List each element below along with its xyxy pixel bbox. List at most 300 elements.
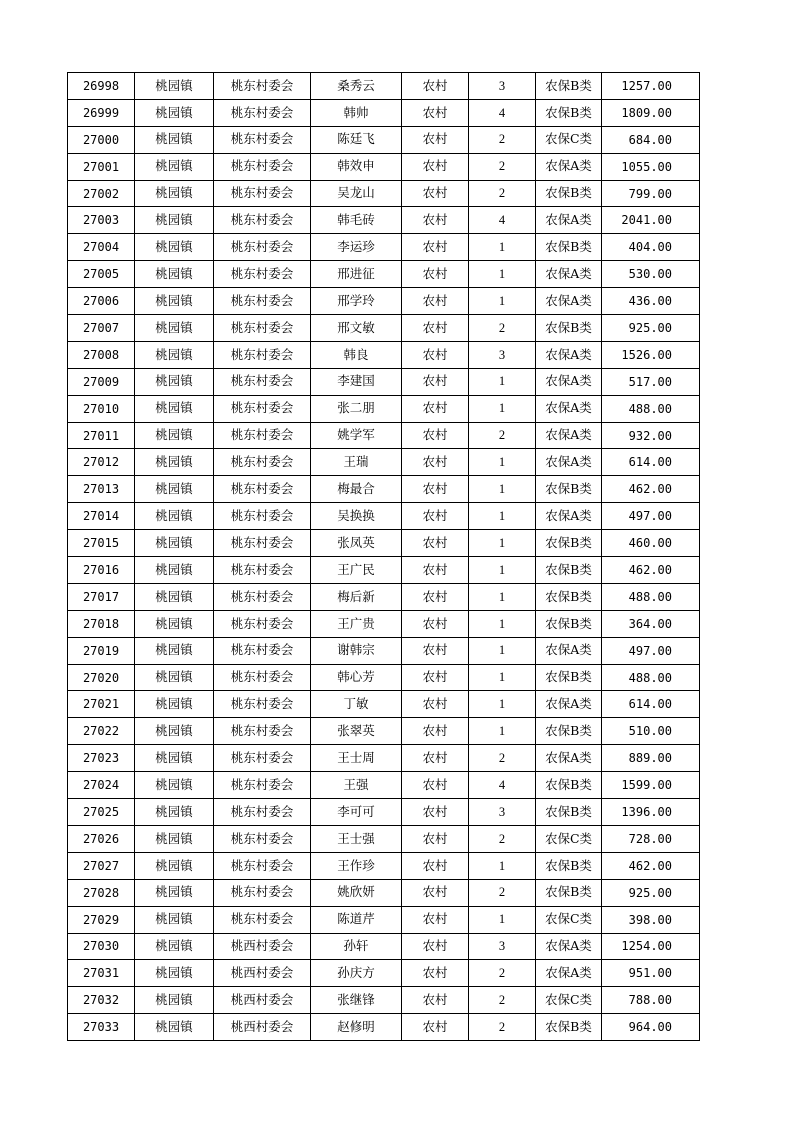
village-cell: 桃东村委会	[214, 126, 311, 153]
town-cell: 桃园镇	[135, 583, 214, 610]
name-cell: 韩心芳	[311, 664, 402, 691]
name-cell: 韩帅	[311, 99, 402, 126]
amount-cell: 488.00	[602, 583, 700, 610]
area-cell: 农村	[402, 933, 469, 960]
id-cell: 27005	[68, 261, 135, 288]
amount-cell: 2041.00	[602, 207, 700, 234]
village-cell: 桃东村委会	[214, 637, 311, 664]
area-cell: 农村	[402, 234, 469, 261]
table-row	[68, 153, 700, 180]
town-cell: 桃园镇	[135, 825, 214, 852]
village-cell: 桃东村委会	[214, 530, 311, 557]
count-cell: 2	[469, 745, 536, 772]
count-cell: 4	[469, 99, 536, 126]
area-cell: 农村	[402, 960, 469, 987]
count-cell: 1	[469, 261, 536, 288]
category-cell: 农保B类	[536, 1014, 602, 1041]
table-row	[68, 772, 700, 799]
area-cell: 农村	[402, 180, 469, 207]
amount-cell: 932.00	[602, 422, 700, 449]
name-cell: 韩良	[311, 341, 402, 368]
town-cell: 桃园镇	[135, 718, 214, 745]
town-cell: 桃园镇	[135, 503, 214, 530]
category-cell: 农保A类	[536, 207, 602, 234]
village-cell: 桃东村委会	[214, 503, 311, 530]
id-cell: 27016	[68, 557, 135, 584]
id-cell: 27017	[68, 583, 135, 610]
amount-cell: 497.00	[602, 503, 700, 530]
village-cell: 桃东村委会	[214, 395, 311, 422]
category-cell: 农保B类	[536, 799, 602, 826]
amount-cell: 364.00	[602, 610, 700, 637]
area-cell: 农村	[402, 987, 469, 1014]
village-cell: 桃东村委会	[214, 718, 311, 745]
roster-table	[67, 72, 700, 1041]
count-cell: 3	[469, 73, 536, 100]
village-cell: 桃东村委会	[214, 476, 311, 503]
table-row	[68, 745, 700, 772]
area-cell: 农村	[402, 449, 469, 476]
amount-cell: 462.00	[602, 852, 700, 879]
town-cell: 桃园镇	[135, 933, 214, 960]
category-cell: 农保A类	[536, 960, 602, 987]
category-cell: 农保B类	[536, 852, 602, 879]
name-cell: 王作珍	[311, 852, 402, 879]
town-cell: 桃园镇	[135, 906, 214, 933]
town-cell: 桃园镇	[135, 530, 214, 557]
village-cell: 桃东村委会	[214, 73, 311, 100]
id-cell: 27003	[68, 207, 135, 234]
id-cell: 27007	[68, 315, 135, 342]
amount-cell: 788.00	[602, 987, 700, 1014]
town-cell: 桃园镇	[135, 557, 214, 584]
town-cell: 桃园镇	[135, 691, 214, 718]
category-cell: 农保B类	[536, 476, 602, 503]
category-cell: 农保B类	[536, 718, 602, 745]
village-cell: 桃东村委会	[214, 422, 311, 449]
name-cell: 梅最合	[311, 476, 402, 503]
area-cell: 农村	[402, 99, 469, 126]
table-row	[68, 449, 700, 476]
village-cell: 桃西村委会	[214, 933, 311, 960]
village-cell: 桃东村委会	[214, 368, 311, 395]
name-cell: 邢学玲	[311, 288, 402, 315]
category-cell: 农保B类	[536, 610, 602, 637]
category-cell: 农保B类	[536, 315, 602, 342]
village-cell: 桃东村委会	[214, 557, 311, 584]
village-cell: 桃东村委会	[214, 315, 311, 342]
area-cell: 农村	[402, 530, 469, 557]
village-cell: 桃东村委会	[214, 799, 311, 826]
town-cell: 桃园镇	[135, 234, 214, 261]
table-row	[68, 664, 700, 691]
amount-cell: 404.00	[602, 234, 700, 261]
table-row	[68, 288, 700, 315]
table-row	[68, 1014, 700, 1041]
name-cell: 邢进征	[311, 261, 402, 288]
id-cell: 27021	[68, 691, 135, 718]
town-cell: 桃园镇	[135, 987, 214, 1014]
village-cell: 桃东村委会	[214, 610, 311, 637]
category-cell: 农保A类	[536, 288, 602, 315]
area-cell: 农村	[402, 852, 469, 879]
town-cell: 桃园镇	[135, 73, 214, 100]
town-cell: 桃园镇	[135, 341, 214, 368]
amount-cell: 951.00	[602, 960, 700, 987]
name-cell: 丁敏	[311, 691, 402, 718]
town-cell: 桃园镇	[135, 879, 214, 906]
id-cell: 27028	[68, 879, 135, 906]
roster-body	[68, 73, 700, 1041]
name-cell: 张二朋	[311, 395, 402, 422]
area-cell: 农村	[402, 799, 469, 826]
id-cell: 27020	[68, 664, 135, 691]
table-row	[68, 718, 700, 745]
village-cell: 桃东村委会	[214, 261, 311, 288]
area-cell: 农村	[402, 906, 469, 933]
area-cell: 农村	[402, 288, 469, 315]
id-cell: 27029	[68, 906, 135, 933]
name-cell: 姚欣妍	[311, 879, 402, 906]
town-cell: 桃园镇	[135, 395, 214, 422]
id-cell: 27006	[68, 288, 135, 315]
table-row	[68, 960, 700, 987]
count-cell: 1	[469, 906, 536, 933]
id-cell: 27002	[68, 180, 135, 207]
id-cell: 27004	[68, 234, 135, 261]
town-cell: 桃园镇	[135, 449, 214, 476]
table-row	[68, 503, 700, 530]
amount-cell: 460.00	[602, 530, 700, 557]
id-cell: 27000	[68, 126, 135, 153]
id-cell: 27018	[68, 610, 135, 637]
category-cell: 农保C类	[536, 126, 602, 153]
category-cell: 农保B类	[536, 234, 602, 261]
category-cell: 农保A类	[536, 395, 602, 422]
area-cell: 农村	[402, 1014, 469, 1041]
count-cell: 1	[469, 718, 536, 745]
village-cell: 桃东村委会	[214, 99, 311, 126]
area-cell: 农村	[402, 476, 469, 503]
name-cell: 孙轩	[311, 933, 402, 960]
count-cell: 2	[469, 987, 536, 1014]
name-cell: 邢文敏	[311, 315, 402, 342]
id-cell: 27010	[68, 395, 135, 422]
id-cell: 27033	[68, 1014, 135, 1041]
table-row	[68, 610, 700, 637]
count-cell: 2	[469, 422, 536, 449]
amount-cell: 530.00	[602, 261, 700, 288]
amount-cell: 398.00	[602, 906, 700, 933]
category-cell: 农保A类	[536, 449, 602, 476]
name-cell: 李可可	[311, 799, 402, 826]
village-cell: 桃东村委会	[214, 180, 311, 207]
name-cell: 王士周	[311, 745, 402, 772]
amount-cell: 925.00	[602, 879, 700, 906]
count-cell: 1	[469, 583, 536, 610]
town-cell: 桃园镇	[135, 368, 214, 395]
count-cell: 1	[469, 852, 536, 879]
town-cell: 桃园镇	[135, 1014, 214, 1041]
amount-cell: 925.00	[602, 315, 700, 342]
amount-cell: 497.00	[602, 637, 700, 664]
id-cell: 27011	[68, 422, 135, 449]
category-cell: 农保C类	[536, 906, 602, 933]
category-cell: 农保B类	[536, 99, 602, 126]
area-cell: 农村	[402, 315, 469, 342]
table-row	[68, 234, 700, 261]
amount-cell: 1526.00	[602, 341, 700, 368]
count-cell: 2	[469, 315, 536, 342]
table-row	[68, 906, 700, 933]
id-cell: 27024	[68, 772, 135, 799]
area-cell: 农村	[402, 718, 469, 745]
name-cell: 陈道芹	[311, 906, 402, 933]
category-cell: 农保B类	[536, 664, 602, 691]
count-cell: 1	[469, 530, 536, 557]
table-row	[68, 987, 700, 1014]
name-cell: 张继锋	[311, 987, 402, 1014]
count-cell: 1	[469, 449, 536, 476]
town-cell: 桃园镇	[135, 799, 214, 826]
amount-cell: 462.00	[602, 476, 700, 503]
category-cell: 农保A类	[536, 637, 602, 664]
id-cell: 27014	[68, 503, 135, 530]
area-cell: 农村	[402, 153, 469, 180]
name-cell: 桑秀云	[311, 73, 402, 100]
area-cell: 农村	[402, 557, 469, 584]
table-row	[68, 368, 700, 395]
village-cell: 桃西村委会	[214, 1014, 311, 1041]
village-cell: 桃东村委会	[214, 825, 311, 852]
id-cell: 27015	[68, 530, 135, 557]
name-cell: 王瑞	[311, 449, 402, 476]
area-cell: 农村	[402, 73, 469, 100]
name-cell: 张凤英	[311, 530, 402, 557]
amount-cell: 728.00	[602, 825, 700, 852]
village-cell: 桃东村委会	[214, 583, 311, 610]
count-cell: 1	[469, 368, 536, 395]
area-cell: 农村	[402, 422, 469, 449]
town-cell: 桃园镇	[135, 610, 214, 637]
id-cell: 27001	[68, 153, 135, 180]
name-cell: 李建国	[311, 368, 402, 395]
town-cell: 桃园镇	[135, 960, 214, 987]
table-row	[68, 933, 700, 960]
count-cell: 1	[469, 691, 536, 718]
area-cell: 农村	[402, 126, 469, 153]
count-cell: 3	[469, 341, 536, 368]
name-cell: 王强	[311, 772, 402, 799]
category-cell: 农保B类	[536, 530, 602, 557]
count-cell: 1	[469, 395, 536, 422]
category-cell: 农保A类	[536, 503, 602, 530]
table-row	[68, 422, 700, 449]
category-cell: 农保B类	[536, 73, 602, 100]
count-cell: 1	[469, 664, 536, 691]
count-cell: 1	[469, 637, 536, 664]
village-cell: 桃东村委会	[214, 449, 311, 476]
village-cell: 桃东村委会	[214, 153, 311, 180]
table-row	[68, 341, 700, 368]
category-cell: 农保B类	[536, 879, 602, 906]
amount-cell: 1396.00	[602, 799, 700, 826]
count-cell: 2	[469, 1014, 536, 1041]
id-cell: 26998	[68, 73, 135, 100]
count-cell: 1	[469, 503, 536, 530]
count-cell: 2	[469, 153, 536, 180]
area-cell: 农村	[402, 664, 469, 691]
amount-cell: 1257.00	[602, 73, 700, 100]
table-row	[68, 825, 700, 852]
area-cell: 农村	[402, 503, 469, 530]
name-cell: 王广贵	[311, 610, 402, 637]
name-cell: 李运珍	[311, 234, 402, 261]
table-row	[68, 879, 700, 906]
amount-cell: 488.00	[602, 664, 700, 691]
area-cell: 农村	[402, 745, 469, 772]
category-cell: 农保A类	[536, 691, 602, 718]
id-cell: 27009	[68, 368, 135, 395]
count-cell: 1	[469, 234, 536, 261]
id-cell: 27013	[68, 476, 135, 503]
table-row	[68, 395, 700, 422]
count-cell: 2	[469, 126, 536, 153]
table-row	[68, 583, 700, 610]
village-cell: 桃东村委会	[214, 234, 311, 261]
count-cell: 2	[469, 879, 536, 906]
count-cell: 2	[469, 825, 536, 852]
name-cell: 赵修明	[311, 1014, 402, 1041]
name-cell: 韩毛砖	[311, 207, 402, 234]
table-row	[68, 261, 700, 288]
name-cell: 张翠英	[311, 718, 402, 745]
id-cell: 27031	[68, 960, 135, 987]
name-cell: 梅后新	[311, 583, 402, 610]
category-cell: 农保A类	[536, 745, 602, 772]
town-cell: 桃园镇	[135, 126, 214, 153]
village-cell: 桃东村委会	[214, 207, 311, 234]
village-cell: 桃东村委会	[214, 906, 311, 933]
village-cell: 桃西村委会	[214, 987, 311, 1014]
id-cell: 27012	[68, 449, 135, 476]
id-cell: 27023	[68, 745, 135, 772]
table-row	[68, 530, 700, 557]
amount-cell: 510.00	[602, 718, 700, 745]
town-cell: 桃园镇	[135, 153, 214, 180]
name-cell: 韩效申	[311, 153, 402, 180]
id-cell: 27022	[68, 718, 135, 745]
name-cell: 谢韩宗	[311, 637, 402, 664]
amount-cell: 684.00	[602, 126, 700, 153]
id-cell: 27008	[68, 341, 135, 368]
amount-cell: 964.00	[602, 1014, 700, 1041]
town-cell: 桃园镇	[135, 288, 214, 315]
table-row	[68, 126, 700, 153]
category-cell: 农保C类	[536, 825, 602, 852]
town-cell: 桃园镇	[135, 637, 214, 664]
table-row	[68, 476, 700, 503]
area-cell: 农村	[402, 395, 469, 422]
village-cell: 桃东村委会	[214, 772, 311, 799]
table-row	[68, 180, 700, 207]
area-cell: 农村	[402, 772, 469, 799]
amount-cell: 889.00	[602, 745, 700, 772]
id-cell: 27027	[68, 852, 135, 879]
id-cell: 27026	[68, 825, 135, 852]
count-cell: 4	[469, 772, 536, 799]
amount-cell: 1254.00	[602, 933, 700, 960]
count-cell: 1	[469, 476, 536, 503]
village-cell: 桃西村委会	[214, 960, 311, 987]
town-cell: 桃园镇	[135, 422, 214, 449]
table-row	[68, 799, 700, 826]
count-cell: 1	[469, 610, 536, 637]
category-cell: 农保A类	[536, 261, 602, 288]
table-row	[68, 99, 700, 126]
area-cell: 农村	[402, 691, 469, 718]
town-cell: 桃园镇	[135, 315, 214, 342]
amount-cell: 1599.00	[602, 772, 700, 799]
town-cell: 桃园镇	[135, 180, 214, 207]
area-cell: 农村	[402, 610, 469, 637]
count-cell: 2	[469, 960, 536, 987]
town-cell: 桃园镇	[135, 745, 214, 772]
name-cell: 吴换换	[311, 503, 402, 530]
name-cell: 陈廷飞	[311, 126, 402, 153]
count-cell: 3	[469, 933, 536, 960]
category-cell: 农保A类	[536, 341, 602, 368]
id-cell: 27032	[68, 987, 135, 1014]
area-cell: 农村	[402, 825, 469, 852]
category-cell: 农保B类	[536, 772, 602, 799]
area-cell: 农村	[402, 368, 469, 395]
name-cell: 王士强	[311, 825, 402, 852]
name-cell: 吴龙山	[311, 180, 402, 207]
name-cell: 王广民	[311, 557, 402, 584]
name-cell: 姚学军	[311, 422, 402, 449]
table-row	[68, 691, 700, 718]
table-row	[68, 557, 700, 584]
count-cell: 2	[469, 180, 536, 207]
village-cell: 桃东村委会	[214, 691, 311, 718]
category-cell: 农保B类	[536, 583, 602, 610]
category-cell: 农保B类	[536, 557, 602, 584]
amount-cell: 1055.00	[602, 153, 700, 180]
id-cell: 27019	[68, 637, 135, 664]
amount-cell: 488.00	[602, 395, 700, 422]
town-cell: 桃园镇	[135, 99, 214, 126]
town-cell: 桃园镇	[135, 261, 214, 288]
table-row	[68, 73, 700, 100]
count-cell: 3	[469, 799, 536, 826]
id-cell: 27030	[68, 933, 135, 960]
area-cell: 农村	[402, 207, 469, 234]
count-cell: 4	[469, 207, 536, 234]
count-cell: 1	[469, 557, 536, 584]
village-cell: 桃东村委会	[214, 288, 311, 315]
category-cell: 农保A类	[536, 933, 602, 960]
village-cell: 桃东村委会	[214, 879, 311, 906]
id-cell: 26999	[68, 99, 135, 126]
town-cell: 桃园镇	[135, 852, 214, 879]
amount-cell: 462.00	[602, 557, 700, 584]
amount-cell: 614.00	[602, 691, 700, 718]
village-cell: 桃东村委会	[214, 745, 311, 772]
town-cell: 桃园镇	[135, 664, 214, 691]
table-row	[68, 207, 700, 234]
category-cell: 农保A类	[536, 422, 602, 449]
